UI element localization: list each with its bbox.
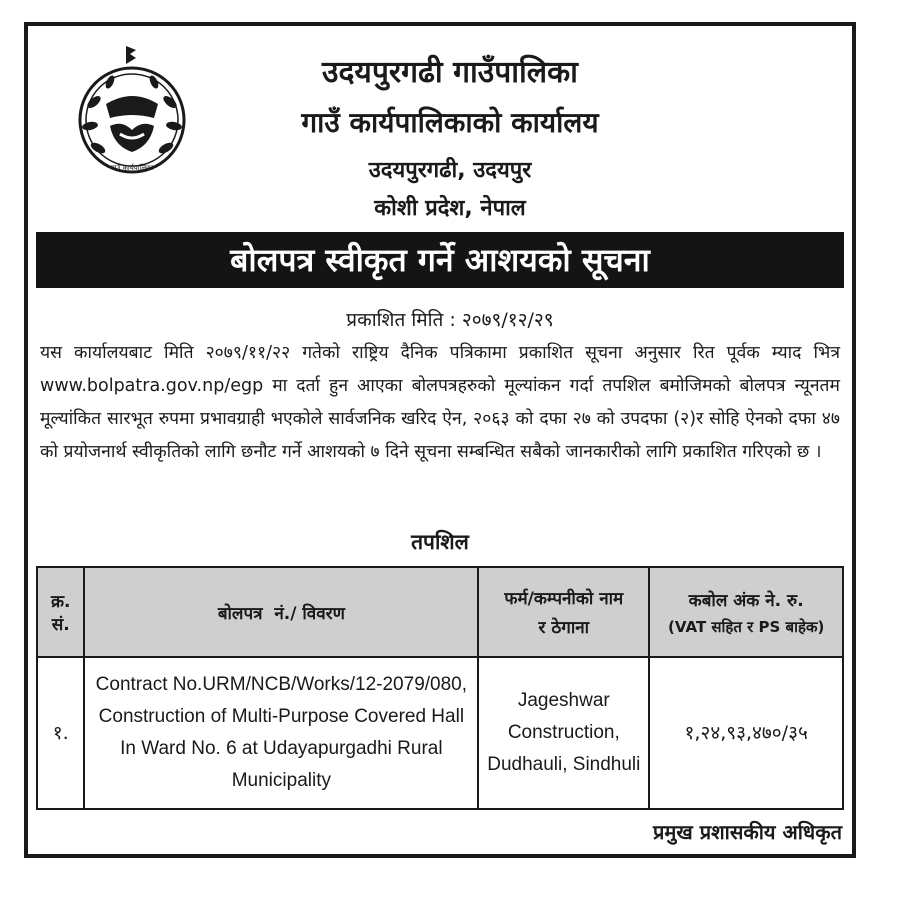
notice-title: बोलपत्र स्वीकृत गर्ने आशयको सूचना bbox=[36, 232, 844, 288]
municipality-name: उदयपुरगढी गाउँपालिका bbox=[322, 55, 578, 90]
government-emblem-icon bbox=[76, 42, 188, 182]
province-country: कोशी प्रदेश, नेपाल bbox=[374, 196, 526, 221]
details-heading: तपशिल bbox=[411, 530, 469, 554]
header-firm bbox=[478, 567, 649, 657]
row-amount: १,२४,९३,४७०/३५ bbox=[649, 657, 843, 809]
bid-table bbox=[36, 566, 844, 810]
row-firm-line1: Jageshwar bbox=[517, 690, 610, 711]
office-name: गाउँ कार्यपालिकाको कार्यालय bbox=[301, 106, 599, 139]
header-firm-line1: फर्म/कम्पनीको नाम bbox=[504, 589, 624, 609]
row-description bbox=[84, 657, 478, 809]
header-firm-line2: र ठेगाना bbox=[538, 618, 590, 638]
header-description-text: बोलपत्र नं./ विवरण bbox=[217, 603, 345, 624]
header-serial bbox=[37, 567, 84, 657]
table-row bbox=[37, 657, 843, 809]
header-amount bbox=[649, 567, 843, 657]
office-address: उदयपुरगढी, उदयपुर bbox=[368, 158, 532, 183]
header-serial-line1: क्र. bbox=[50, 592, 71, 612]
row-serial: १. bbox=[37, 657, 84, 809]
notice-body: यस कार्यालयबाट मिति २०७९/११/२२ गतेको राष्ट्रिय दैनिक पत्रिकामा प्रकाशित सूचना अनुसार रित पूर्वक म्याद भित्र www.bolpatra.gov.np/egp मा दर्ता हुन आएका बोलपत्रहरुको मूल्यांकन गर्दा तपशिल बमोजिमको बोलपत्र न्यूनतम मूल्यांकित सारभूत रुपमा प्रभावग्राही भएकोले सार्वजनिक खरिद ऐन, २०६३ को दफा २७ को उपदफा (२)र सोहि ऐनको दफा ४७ को प्रयोजनार्थ स्वीकृतिको लागि छनौट गर्ने आशयको ७ दिने सूचना सम्बन्धित सबैको जानकारीको लागि प्रकाशित गरिएको छ । bbox=[40, 343, 840, 462]
header-description bbox=[84, 567, 478, 657]
row-description-line4: Municipality bbox=[231, 770, 331, 791]
table-header-row bbox=[37, 567, 843, 657]
header-serial-line2: सं. bbox=[51, 615, 70, 635]
row-firm-line2: Construction, bbox=[507, 722, 620, 743]
row-firm-line3: Dudhauli, Sindhuli bbox=[487, 754, 641, 775]
header-amount-line2: (VAT सहित र PS बाहेक) bbox=[668, 617, 825, 636]
emblem-text: गाउँ कार्यपालिका bbox=[110, 164, 154, 172]
signature-title: प्रमुख प्रशासकीय अधिकृत bbox=[653, 820, 842, 844]
row-description-line1: Contract No.URM/NCB/Works/12-2079/080, bbox=[95, 674, 468, 695]
header-amount-line1: कबोल अंक ने. रु. bbox=[688, 590, 804, 611]
row-description-line2: Construction of Multi-Purpose Covered Hall bbox=[98, 706, 465, 727]
row-description-line3: In Ward No. 6 at Udayapurgadhi Rural bbox=[120, 738, 443, 759]
row-firm bbox=[478, 657, 649, 809]
published-date: प्रकाशित मिति : २०७९/१२/२९ bbox=[346, 309, 554, 331]
